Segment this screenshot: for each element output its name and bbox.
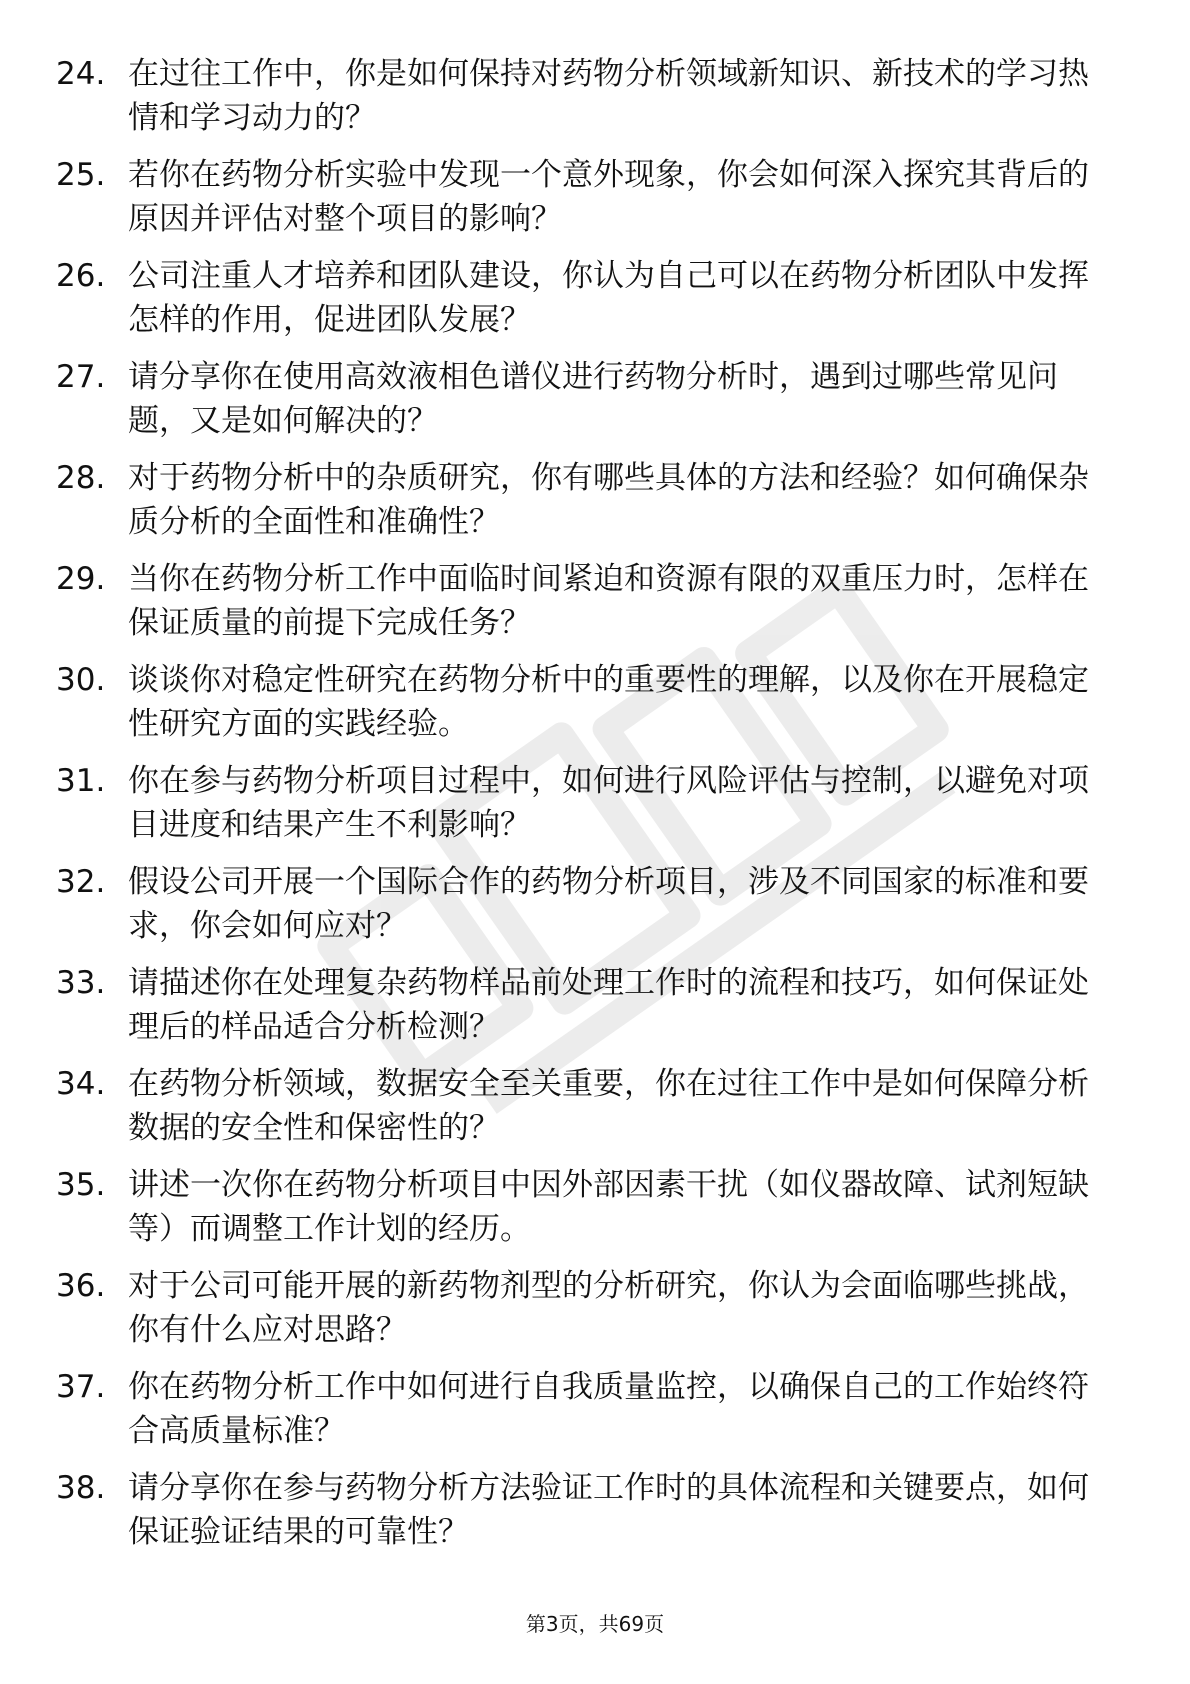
question-text: 对于药物分析中的杂质研究，你有哪些具体的方法和经验？如何确保杂质分析的全面性和准确性？: [128, 460, 1089, 540]
question-text: 请描述你在处理复杂药物样品前处理工作时的流程和技巧，如何保证处理后的样品适合分析检测？: [128, 965, 1089, 1045]
question-number: 25.: [56, 157, 106, 193]
question-number: 36.: [56, 1268, 106, 1304]
question-number: 35.: [56, 1167, 106, 1203]
question-text: 假设公司开展一个国际合作的药物分析项目，涉及不同国家的标准和要求，你会如何应对？: [128, 864, 1089, 944]
list-item: [56, 456, 1116, 544]
question-text: 公司注重人才培养和团队建设，你认为自己可以在药物分析团队中发挥怎样的作用，促进团队发展？: [128, 258, 1089, 338]
question-text: 讲述一次你在药物分析项目中因外部因素干扰（如仪器故障、试剂短缺等）而调整工作计划的经历。: [128, 1167, 1089, 1247]
list-item: [56, 1163, 1116, 1251]
list-item: [56, 52, 1116, 140]
question-number: 28.: [56, 460, 106, 496]
question-text: 当你在药物分析工作中面临时间紧迫和资源有限的双重压力时，怎样在保证质量的前提下完成任务？: [128, 561, 1089, 641]
question-text: 你在药物分析工作中如何进行自我质量监控，以确保自己的工作始终符合高质量标准？: [128, 1369, 1089, 1449]
question-list: [56, 52, 1116, 1567]
list-item: [56, 1264, 1116, 1352]
list-item: [56, 860, 1116, 948]
question-text: 谈谈你对稳定性研究在药物分析中的重要性的理解，以及你在开展稳定性研究方面的实践经验。: [128, 662, 1089, 742]
list-item: [56, 153, 1116, 241]
question-text: 在药物分析领域，数据安全至关重要，你在过往工作中是如何保障分析数据的安全性和保密性的？: [128, 1066, 1089, 1146]
question-number: 24.: [56, 56, 106, 92]
question-text: 若你在药物分析实验中发现一个意外现象，你会如何深入探究其背后的原因并评估对整个项目的影响？: [128, 157, 1089, 237]
question-number: 33.: [56, 965, 106, 1001]
question-number: 30.: [56, 662, 106, 698]
list-item: [56, 1466, 1116, 1554]
question-number: 38.: [56, 1470, 106, 1506]
question-number: 31.: [56, 763, 106, 799]
question-number: 37.: [56, 1369, 106, 1405]
list-item: [56, 658, 1116, 746]
list-item: [56, 759, 1116, 847]
list-item: [56, 1062, 1116, 1150]
list-item: [56, 557, 1116, 645]
question-text: 对于公司可能开展的新药物剂型的分析研究，你认为会面临哪些挑战，你有什么应对思路？: [128, 1268, 1089, 1348]
page-number: 第3页，共69页: [525, 1612, 665, 1636]
question-number: 26.: [56, 258, 106, 294]
page-footer: [0, 1608, 1190, 1637]
question-text: 请分享你在使用高效液相色谱仪进行药物分析时，遇到过哪些常见问题，又是如何解决的？: [128, 359, 1058, 439]
list-item: [56, 1365, 1116, 1453]
question-number: 29.: [56, 561, 106, 597]
list-item: [56, 961, 1116, 1049]
question-number: 34.: [56, 1066, 106, 1102]
list-item: [56, 254, 1116, 342]
question-text: 请分享你在参与药物分析方法验证工作时的具体流程和关键要点，如何保证验证结果的可靠性？: [128, 1470, 1089, 1550]
question-text: 你在参与药物分析项目过程中，如何进行风险评估与控制，以避免对项目进度和结果产生不利影响？: [128, 763, 1089, 843]
question-number: 32.: [56, 864, 106, 900]
question-text: 在过往工作中，你是如何保持对药物分析领域新知识、新技术的学习热情和学习动力的？: [128, 56, 1089, 136]
list-item: [56, 355, 1116, 443]
question-number: 27.: [56, 359, 106, 395]
